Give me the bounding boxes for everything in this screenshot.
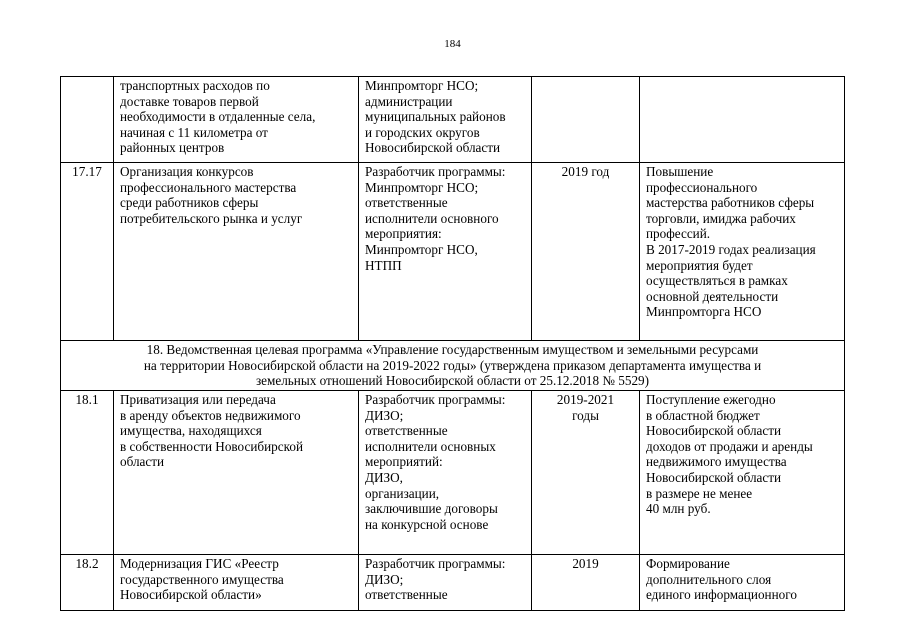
executor-cell <box>359 77 532 163</box>
result-cell-line: Поступление ежегодно <box>646 392 776 407</box>
executor-cell-line: заключившие договоры <box>365 501 498 517</box>
result-cell-line: единого информационного <box>646 587 797 603</box>
executor-cell-line: и городских округов <box>365 124 480 140</box>
result-cell-line: торговли, имиджа рабочих <box>646 210 796 226</box>
result-cell-line: в размере не менее <box>646 485 753 501</box>
period-cell-line: 2019-2021 <box>556 392 615 407</box>
result-cell-line: В 2017-2019 годах реализация <box>646 241 816 257</box>
section-title-line: земельных отношений Новосибирской области от 25.12.2018 № 5529) <box>255 373 650 389</box>
period-cell <box>532 163 640 341</box>
result-cell-line: мастерства работников сферы <box>646 195 815 211</box>
event-cell-line: среди работников сферы <box>120 195 259 211</box>
event-cell-line: области <box>120 454 165 470</box>
event-cell-line: в аренду объектов недвижимого <box>120 407 301 423</box>
executor-cell-line: Новосибирской области <box>365 140 501 156</box>
event-cell-line: Приватизация или передача <box>120 392 276 407</box>
result-cell-line: Формирование <box>646 556 730 571</box>
executor-cell-line: ДИЗО; <box>365 571 404 587</box>
row-number-cell: 18.1 <box>61 391 114 555</box>
period-cell-line: годы <box>572 407 599 423</box>
event-cell-line: в собственности Новосибирской <box>120 438 303 454</box>
event-cell-line: районных центров <box>120 140 225 156</box>
result-cell-line: 40 млн руб. <box>646 501 711 517</box>
section-header-row <box>61 341 845 391</box>
executor-cell-line: Разработчик программы: <box>365 164 506 179</box>
event-cell-line: необходимости в отдаленные села, <box>120 109 316 125</box>
row-number-cell: 17.17 <box>61 163 114 341</box>
section-title-line: 18. Ведомственная целевая программа «Управление государственным имуществом и земельными ресурсами <box>146 342 759 357</box>
period-cell-line: 2019 год <box>561 164 610 179</box>
executor-cell <box>359 163 532 341</box>
result-cell-line: Повышение <box>646 164 714 179</box>
event-cell-line: Модернизация ГИС «Реестр <box>120 556 279 571</box>
executor-cell-line: Минпромторг НСО; <box>365 78 479 93</box>
event-cell <box>114 391 359 555</box>
table-row <box>61 77 845 163</box>
event-cell-line: Новосибирской области» <box>120 587 262 603</box>
table-row <box>61 163 845 341</box>
executor-cell-line: исполнители основного <box>365 210 499 226</box>
executor-cell <box>359 555 532 611</box>
result-cell <box>640 163 845 341</box>
result-cell <box>640 555 845 611</box>
result-cell <box>640 391 845 555</box>
executor-cell <box>359 391 532 555</box>
executor-cell-line: Минпромторг НСО; <box>365 179 479 195</box>
result-cell-line: основной деятельности <box>646 288 779 304</box>
table-row <box>61 555 845 611</box>
event-cell-line: транспортных расходов по <box>120 78 270 93</box>
executor-cell-line: ДИЗО, <box>365 469 403 485</box>
event-cell-line: начиная с 11 километра от <box>120 124 268 140</box>
result-cell-line: профессий. <box>646 226 711 242</box>
executor-cell-line: ДИЗО; <box>365 407 404 423</box>
event-cell-line: имущества, находящихся <box>120 423 262 439</box>
measures-table <box>60 76 845 611</box>
table-row <box>61 391 845 555</box>
row-number-cell: 18.2 <box>61 555 114 611</box>
period-cell <box>532 77 640 163</box>
section-title-cell <box>61 341 845 391</box>
executor-cell-line: Разработчик программы: <box>365 556 506 571</box>
executor-cell-line: организации, <box>365 485 440 501</box>
executor-cell-line: администрации <box>365 93 453 109</box>
result-cell-line: доходов от продажи и аренды <box>646 438 813 454</box>
executor-cell-line: Минпромторг НСО, <box>365 241 478 257</box>
period-cell-line: 2019 <box>572 556 599 571</box>
executor-cell-line: НТПП <box>365 257 402 273</box>
executor-cell-line: на конкурсной основе <box>365 516 489 532</box>
executor-cell-line: муниципальных районов <box>365 109 506 125</box>
period-cell <box>532 555 640 611</box>
result-cell-line: Новосибирской области <box>646 423 782 439</box>
executor-cell-line: ответственные <box>365 195 448 211</box>
event-cell <box>114 555 359 611</box>
executor-cell-line: Разработчик программы: <box>365 392 506 407</box>
event-cell-line: Организация конкурсов <box>120 164 254 179</box>
executor-cell-line: исполнители основных <box>365 438 496 454</box>
page-number: 184 <box>444 38 461 50</box>
result-cell-line: Минпромторга НСО <box>646 304 762 320</box>
result-cell-line: профессионального <box>646 179 758 195</box>
result-cell-line: в областной бюджет <box>646 407 760 423</box>
result-cell-line: недвижимого имущества <box>646 454 787 470</box>
event-cell-line: профессионального мастерства <box>120 179 297 195</box>
event-cell-line: потребительского рынка и услуг <box>120 210 303 226</box>
period-cell <box>532 391 640 555</box>
executor-cell-line: мероприятия: <box>365 226 442 242</box>
executor-cell-line: ответственные <box>365 423 448 439</box>
event-cell-line: государственного имущества <box>120 571 284 587</box>
event-cell <box>114 163 359 341</box>
event-cell <box>114 77 359 163</box>
row-number-cell <box>61 77 114 163</box>
result-cell-line: дополнительного слоя <box>646 571 772 587</box>
result-cell-line: мероприятия будет <box>646 257 753 273</box>
section-title-line: на территории Новосибирской области на 2019-2022 годы» (утверждена приказом департамента имущества и <box>143 357 762 373</box>
result-cell-line: осуществляться в рамках <box>646 273 788 289</box>
event-cell-line: доставке товаров первой <box>120 93 259 109</box>
result-cell-line: Новосибирской области <box>646 469 782 485</box>
result-cell <box>640 77 845 163</box>
executor-cell-line: ответственные <box>365 587 448 603</box>
executor-cell-line: мероприятий: <box>365 454 443 470</box>
